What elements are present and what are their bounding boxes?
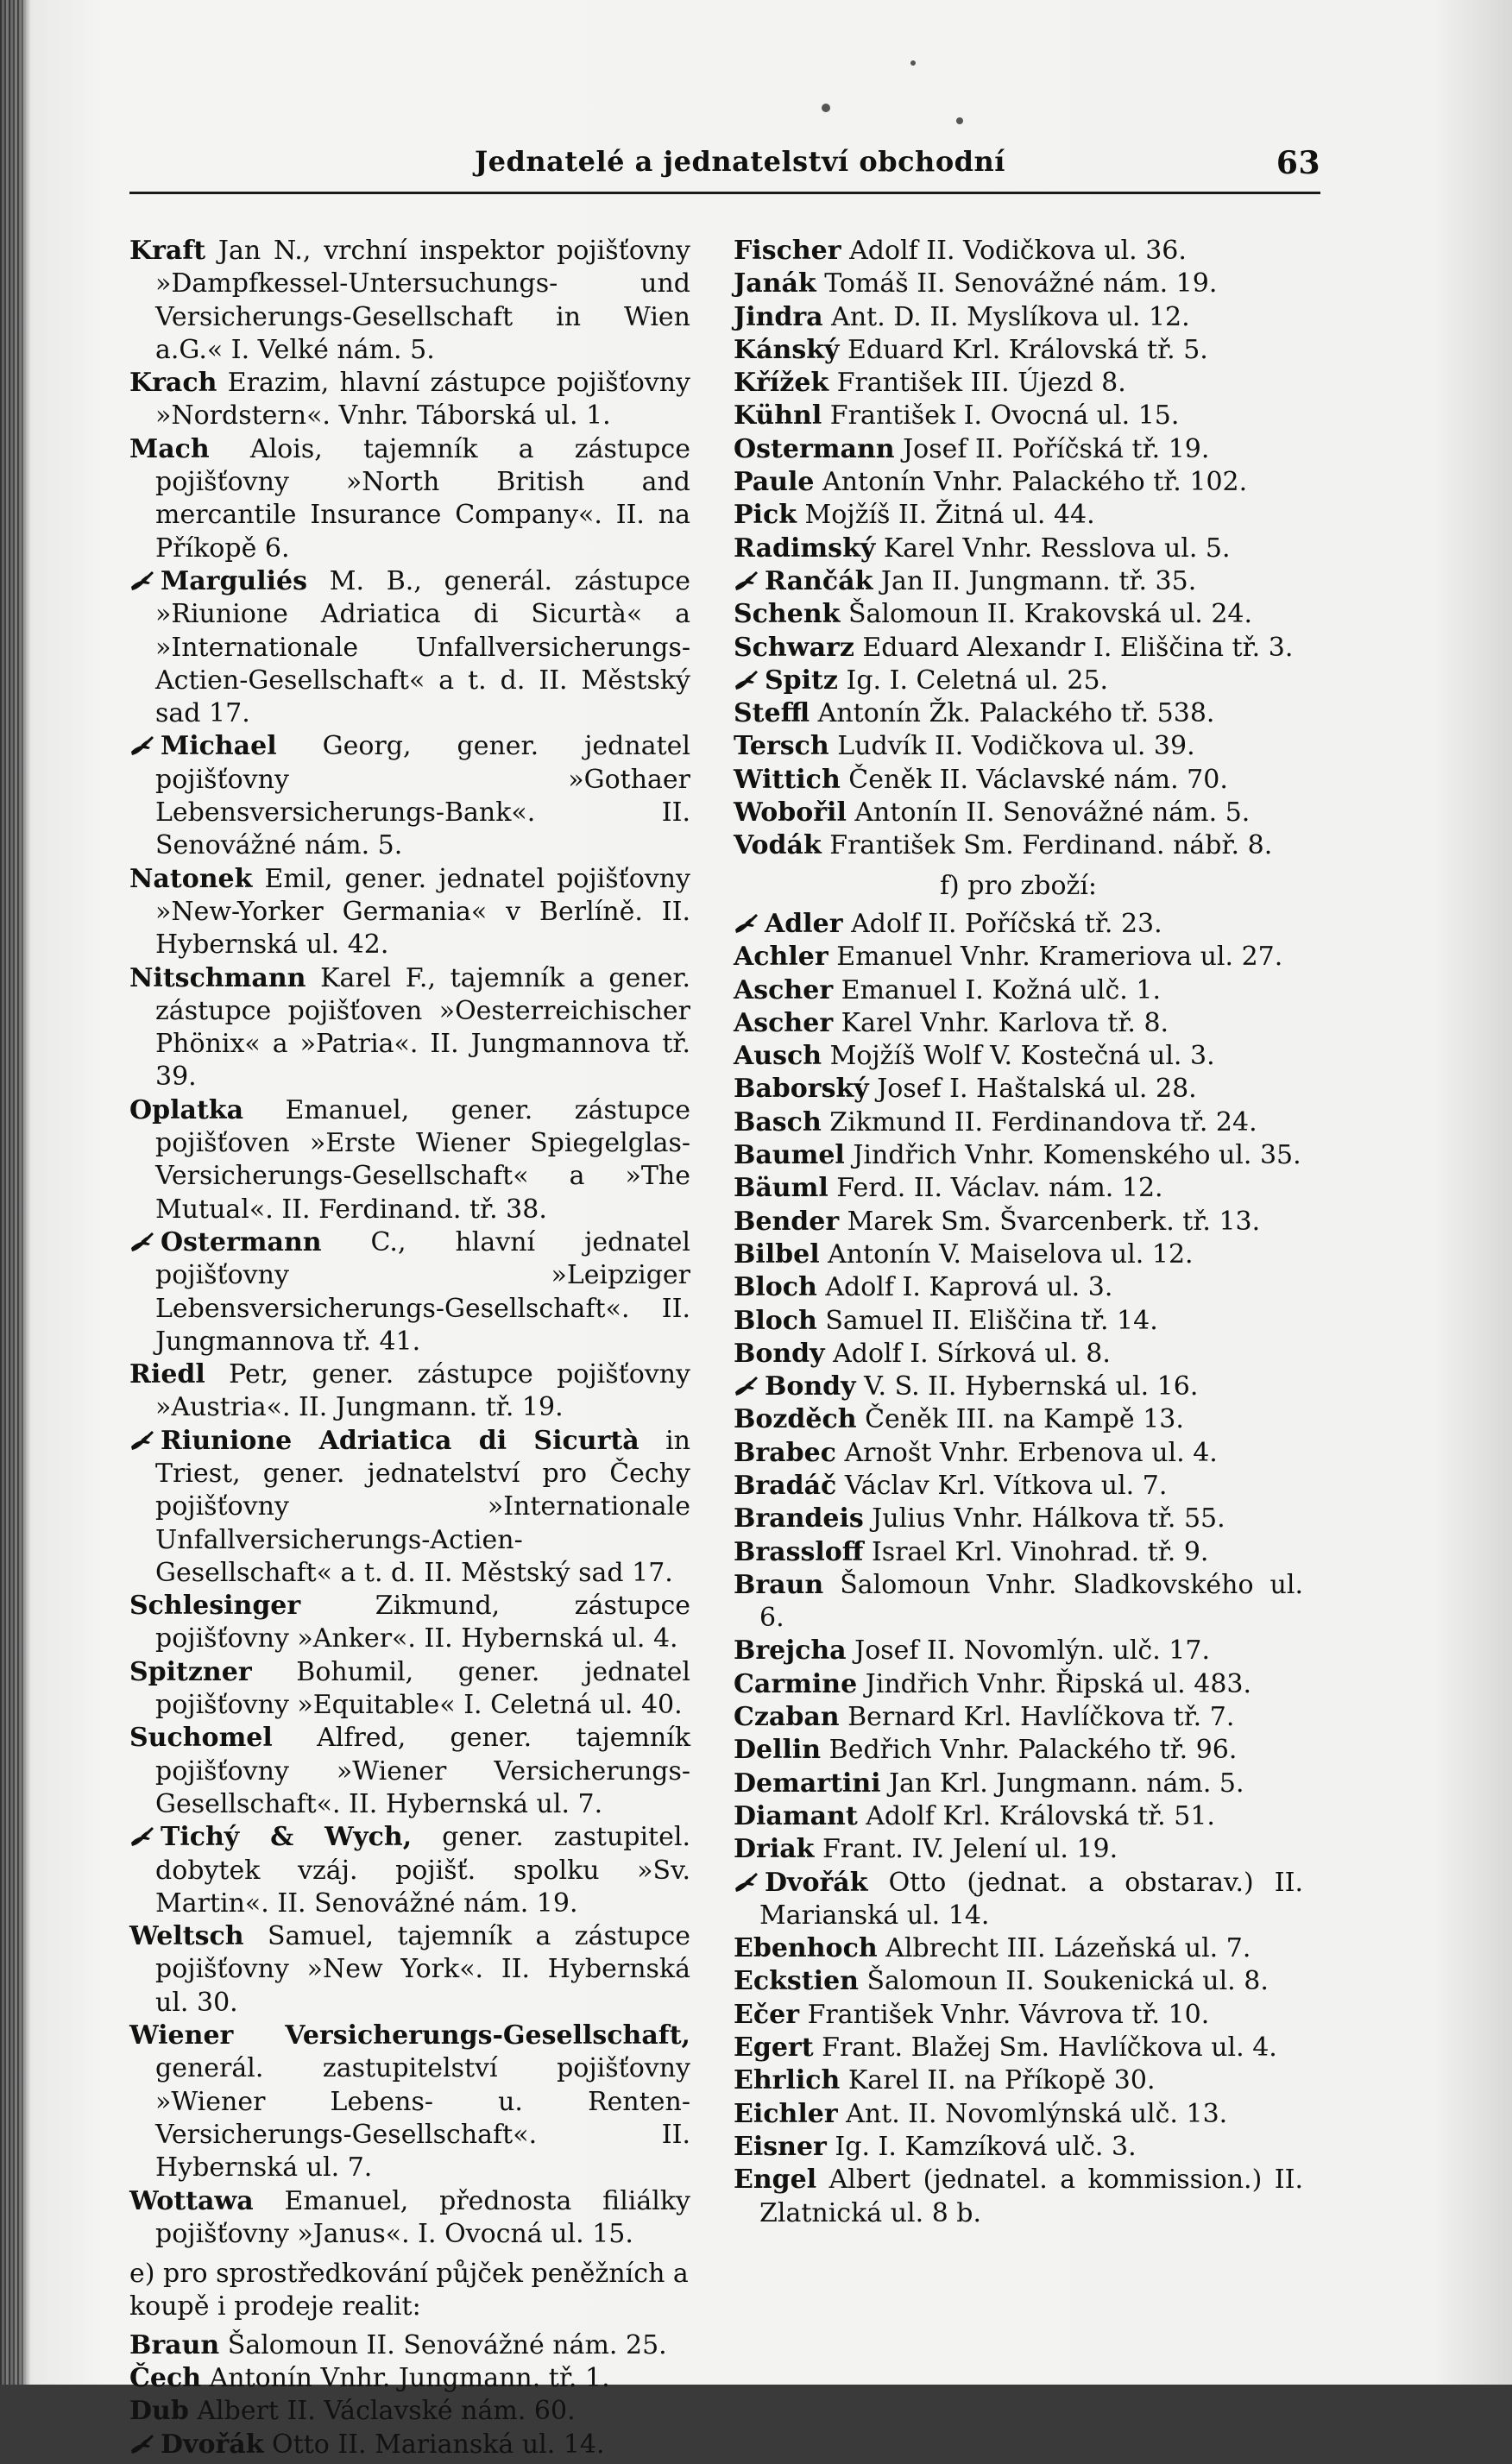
entry-details: Julius Vnhr. Hálkova tř. 55. <box>863 1503 1225 1534</box>
directory-entry <box>734 1536 1303 1569</box>
directory-entry <box>734 1833 1303 1866</box>
entry-name: Baborský <box>734 1074 869 1105</box>
entry-name: Křížek <box>734 368 829 399</box>
entry-details: Mojžíš Wolf V. Kostečná ul. 3. <box>822 1041 1215 1072</box>
entry-details: Ig. I. Kamzíková ulč. 3. <box>826 2131 1137 2162</box>
entry-details: gener. zastupitel. dobytek vzáj. pojišť. spolku »Sv. Martin«. II. Senovážné nám. 19. <box>155 1822 690 1919</box>
entry-details: Josef II. Novomlýn. ulč. 17. <box>846 1635 1211 1667</box>
entry-name: Basch <box>734 1106 822 1137</box>
pointing-hand-icon <box>129 2431 155 2455</box>
print-speck <box>956 117 963 124</box>
entry-name: Tersch <box>734 731 829 762</box>
entry-details: Emanuel I. Kožná ulč. 1. <box>833 974 1161 1005</box>
entry-name: Mach <box>129 433 210 464</box>
directory-entry <box>129 1358 690 1425</box>
entry-name: Eckstien <box>734 1966 859 1997</box>
entry-name: Bloch <box>734 1272 817 1303</box>
entry-name: Schenk <box>734 599 841 630</box>
right-column <box>734 235 1303 2230</box>
entry-details: Emil, gener. jednatel pojišťovny »New-Yorker Germania« v Berlíně. II. Hybernská ul. 42. <box>155 863 690 961</box>
section-heading: e) pro sprostředkování půjček peněžních a koupě i prodeje realit: <box>129 2259 689 2322</box>
directory-entry <box>129 433 690 565</box>
entry-details: Georg, gener. jednatel pojišťovny »Gothaer Lebensversicherungs-Bank«. II. Senovážné nám. 5. <box>155 731 690 861</box>
entry-details: generál. zastupitelství pojišťovny »Wiener Lebens- u. Renten-Versicherungs-Gesellschaft«. II. Hybernská ul. 7. <box>155 2053 690 2184</box>
directory-entry <box>734 1403 1303 1436</box>
entry-name: Egert <box>734 2032 814 2064</box>
header-rule <box>129 192 1320 194</box>
entry-details: Čeněk III. na Kampě 13. <box>856 1404 1184 1435</box>
entry-name: Wiener Versicherungs-Gesellschaft, <box>129 2020 690 2051</box>
entry-name: Radimský <box>734 533 876 564</box>
entry-details: František Sm. Ferdinand. nábř. 8. <box>821 830 1273 861</box>
entry-details: Antonín Vnhr. Palackého tř. 102. <box>814 467 1248 498</box>
entry-name: Rančák <box>765 565 873 596</box>
entry-details: Frant. Blažej Sm. Havlíčkova ul. 4. <box>813 2032 1277 2064</box>
entry-details: Bohumil, gener. jednatel pojišťovny »Equitable« I. Celetná ul. 40. <box>155 1656 690 1721</box>
directory-entry <box>734 1371 1303 1403</box>
pointing-hand-icon <box>734 1373 759 1397</box>
directory-entry <box>734 1999 1303 2032</box>
entry-name: Pick <box>734 500 797 531</box>
entry-details: Israel Krl. Vinohrad. tř. 9. <box>863 1536 1209 1567</box>
entry-name: Suchomel <box>129 1723 273 1754</box>
directory-entry <box>734 1701 1303 1734</box>
entry-details: Antonín V. Maiselova ul. 12. <box>819 1238 1194 1270</box>
entry-name: Brejcha <box>734 1635 847 1667</box>
entry-name: Janák <box>734 268 816 299</box>
directory-entry <box>734 974 1303 1007</box>
directory-entry <box>734 1238 1303 1271</box>
directory-entry <box>734 565 1303 598</box>
entry-name: Bloch <box>734 1305 817 1336</box>
directory-entry <box>734 1932 1303 1965</box>
entry-details: Adolf I. Kaprová ul. 3. <box>816 1272 1113 1303</box>
entry-name: Spitz <box>765 665 838 696</box>
entry-name: Michael <box>161 731 277 762</box>
entry-name: Kühnl <box>734 400 822 432</box>
directory-entry <box>129 1656 690 1723</box>
entry-name: Wottawa <box>129 2185 254 2216</box>
entry-name: Brandeis <box>734 1503 864 1534</box>
directory-entry <box>734 1139 1303 1172</box>
entry-details: Václav Krl. Vítkova ul. 7. <box>836 1470 1168 1501</box>
directory-entry <box>129 367 690 433</box>
entry-name: Demartini <box>734 1768 881 1799</box>
pointing-hand-icon <box>734 667 759 691</box>
entry-name: Tichý & Wych, <box>161 1822 413 1853</box>
directory-entry <box>734 1800 1303 1833</box>
directory-entry <box>129 1226 690 1358</box>
entry-name: Ečer <box>734 1999 800 2030</box>
directory-entry <box>129 2395 690 2428</box>
entry-name: Wobořil <box>734 797 847 829</box>
directory-entry <box>129 2362 690 2395</box>
directory-entry <box>734 908 1303 941</box>
entry-details: Bedřich Vnhr. Palackého tř. 96. <box>821 1735 1238 1766</box>
entry-details: Jindřich Vnhr. Řipská ul. 483. <box>857 1668 1252 1699</box>
entry-details: Čeněk II. Václavské nám. 70. <box>840 764 1228 795</box>
directory-entry <box>129 1425 690 1590</box>
entry-name: Bäuml <box>734 1173 828 1204</box>
directory-entry <box>129 235 690 367</box>
entry-details: Jan Krl. Jungmann. nám. 5. <box>880 1768 1244 1799</box>
entry-details: Adolf I. Sírková ul. 8. <box>824 1338 1111 1369</box>
entry-name: Adler <box>765 908 843 939</box>
entry-name: Ostermann <box>161 1226 322 1257</box>
entry-name: Jindra <box>734 301 823 332</box>
entry-details: Eduard Alexandr I. Eliščina tř. 3. <box>854 632 1294 663</box>
entry-details: František I. Ovocná ul. 15. <box>822 400 1180 432</box>
directory-entry <box>734 632 1303 665</box>
entry-details: Marek Sm. Švarcenberk. tř. 13. <box>839 1206 1261 1237</box>
entry-name: Carmine <box>734 1668 858 1699</box>
directory-entry <box>129 2329 690 2362</box>
directory-entry <box>734 2098 1303 2131</box>
directory-entry <box>734 797 1303 829</box>
pointing-hand-icon <box>129 1229 155 1253</box>
entry-details: Ant. II. Novomlýnská ulč. 13. <box>837 2098 1228 2129</box>
directory-entry <box>734 1734 1303 1767</box>
entry-details: Ludvík II. Vodičkova ul. 39. <box>828 731 1195 762</box>
entry-details: Karel II. na Příkopě 30. <box>840 2065 1156 2096</box>
entry-name: Marguliés <box>161 565 308 596</box>
entry-details: Adolf Krl. Královská tř. 51. <box>857 1800 1215 1831</box>
entry-details: Šalomoun II. Senovážné nám. 25. <box>219 2329 667 2360</box>
entry-name: Eichler <box>734 2098 838 2129</box>
entry-details: Karel F., tajemník a gener. zástupce pojišťoven »Oesterreichischer Phönix« a »Patria«. II. Jungmannova tř. 39. <box>155 962 690 1093</box>
entry-name: Bradáč <box>734 1470 837 1501</box>
entry-details: Samuel II. Eliščina tř. 14. <box>816 1305 1158 1336</box>
directory-entry <box>734 1503 1303 1535</box>
entry-name: Kánský <box>734 334 840 365</box>
entry-details: Zikmund, zástupce pojišťovny »Anker«. II. Hybernská ul. 4. <box>155 1591 690 1654</box>
directory-entry <box>734 1271 1303 1304</box>
entry-details: František III. Újezd 8. <box>828 368 1126 399</box>
entry-name: Bilbel <box>734 1238 820 1270</box>
entry-details: Frant. IV. Jelení ul. 19. <box>814 1834 1118 1865</box>
directory-entry <box>129 962 690 1094</box>
running-title: Jednatelé a jednatelství obchodní <box>475 145 1005 178</box>
directory-entry <box>734 301 1303 334</box>
directory-entry <box>734 1172 1303 1205</box>
entry-details: Otto II. Marianská ul. 14. <box>263 2429 605 2460</box>
entry-details: Ig. I. Celetná ul. 25. <box>837 665 1109 696</box>
pointing-hand-icon <box>734 568 759 592</box>
pointing-hand-icon <box>129 1427 155 1452</box>
entry-name: Brabec <box>734 1437 836 1468</box>
directory-entry <box>734 367 1303 400</box>
pointing-hand-icon <box>734 911 759 935</box>
directory-entry <box>129 2020 690 2184</box>
entry-name: Weltsch <box>129 1921 244 1952</box>
entry-name: Ausch <box>734 1041 822 1072</box>
entry-details: C., hlavní jednatel pojišťovny »Leipziger Lebensversicherungs-Gesellschaft«. II. Jungmannova tř. 41. <box>155 1226 690 1357</box>
entry-details: Eduard Krl. Královská tř. 5. <box>839 334 1208 365</box>
entry-details: Erazim, hlavní zástupce pojišťovny »Nordstern«. Vnhr. Táborská ul. 1. <box>155 368 690 432</box>
entry-name: Natonek <box>129 863 253 894</box>
directory-entry <box>734 2164 1303 2230</box>
entry-name: Dvořák <box>161 2429 264 2460</box>
entry-name: Riedl <box>129 1359 205 1390</box>
entry-name: Brassloff <box>734 1536 864 1567</box>
entry-name: Dub <box>129 2396 189 2427</box>
entry-name: Czaban <box>734 1702 840 1733</box>
directory-entry <box>734 697 1303 730</box>
entry-details: Ant. D. II. Myslíkova ul. 12. <box>822 301 1190 332</box>
entry-details: M. B., generál. zástupce »Riunione Adriatica di Sicurtà« a »Internationale Unfallversicherungs-Actien-Gesellschaft« a t. d. II. Městský sad 17. <box>155 565 690 729</box>
directory-entry <box>734 1437 1303 1470</box>
entry-name: Vodák <box>734 830 822 861</box>
directory-entry <box>734 1867 1303 1933</box>
entry-details: Šalomoun II. Soukenická ul. 8. <box>858 1966 1269 1997</box>
directory-entry <box>734 1569 1303 1635</box>
entry-details: in Triest, gener. jednatelství pro Čechy pojišťovny »Internationale Unfallversicherungs-Actien-Gesellschaft« a t. d. II. Městský sad 17. <box>155 1425 690 1588</box>
entry-name: Bondy <box>765 1371 856 1402</box>
entry-details: Josef II. Poříčská tř. 19. <box>894 433 1210 464</box>
directory-entry <box>734 1668 1303 1701</box>
entry-details: Arnošt Vnhr. Erbenova ul. 4. <box>835 1437 1218 1468</box>
entry-name: Ostermann <box>734 433 895 464</box>
entry-name: Čech <box>129 2363 202 2393</box>
entry-details: Jan II. Jungmann. tř. 35. <box>873 565 1197 596</box>
directory-entry <box>734 730 1303 763</box>
entry-name: Steffl <box>734 698 810 729</box>
entry-details: Mojžíš II. Žitná ul. 44. <box>797 500 1095 531</box>
directory-entry <box>734 499 1303 532</box>
entry-details: Zikmund II. Ferdinandova tř. 24. <box>821 1106 1257 1137</box>
directory-entry <box>734 334 1303 367</box>
entry-name: Diamant <box>734 1800 858 1831</box>
page-number: 63 <box>1276 145 1320 181</box>
entry-name: Dvořák <box>765 1867 868 1898</box>
pointing-hand-icon <box>129 1824 155 1848</box>
directory-entry <box>734 1635 1303 1667</box>
directory-entry <box>734 764 1303 797</box>
directory-entry <box>734 2032 1303 2064</box>
directory-entry <box>734 1073 1303 1106</box>
entry-name: Oplatka <box>129 1094 244 1125</box>
print-speck <box>910 60 916 66</box>
entry-details: Petr, gener. zástupce pojišťovny »Austria«. II. Jungmann. tř. 19. <box>155 1359 690 1423</box>
directory-entry <box>129 1920 690 2020</box>
pointing-hand-icon <box>129 568 155 592</box>
directory-entry <box>734 268 1303 300</box>
entry-name: Bender <box>734 1206 840 1237</box>
entry-details: Samuel, tajemník a zástupce pojišťovny »New York«. II. Hybernská ul. 30. <box>155 1921 690 2018</box>
entry-details: Antonín Žk. Palackého tř. 538. <box>810 698 1215 729</box>
page-header <box>129 138 1320 190</box>
entry-name: Eisner <box>734 2131 827 2162</box>
entry-details: Albrecht III. Lázeňská ul. 7. <box>877 1933 1251 1964</box>
directory-entry <box>734 400 1303 432</box>
pointing-hand-icon <box>734 1869 759 1894</box>
entry-details: Bernard Krl. Havlíčkova tř. 7. <box>839 1702 1235 1733</box>
entry-details: V. S. II. Hybernská ul. 16. <box>855 1371 1199 1402</box>
entry-name: Wittich <box>734 764 841 795</box>
directory-entry <box>734 533 1303 565</box>
directory-entry <box>734 466 1303 499</box>
print-speck <box>822 104 830 112</box>
entry-details: Šalomoun Vnhr. Sladkovského ul. 6. <box>759 1569 1303 1634</box>
entry-name: Achler <box>734 942 828 973</box>
directory-entry <box>734 1040 1303 1073</box>
entry-details: Emanuel, gener. zástupce pojišťoven »Erste Wiener Spiegelglas-Versicherungs-Gesellschaft« a »The Mutual«. II. Ferdinand. tř. 38. <box>155 1094 690 1225</box>
entry-name: Krach <box>129 368 217 399</box>
entry-details: Otto (jednat. a obstarav.) II. Marianská ul. 14. <box>759 1867 1303 1931</box>
directory-entry <box>734 1965 1303 1998</box>
directory-entry <box>734 235 1303 268</box>
directory-entry <box>734 2131 1303 2164</box>
entry-details: Jindřich Vnhr. Komenského ul. 35. <box>844 1140 1301 1171</box>
entry-name: Spitzner <box>129 1656 252 1687</box>
entry-details: Alois, tajemník a zástupce pojišťovny »North British and mercantile Insurance Company«. II. na Příkopě 6. <box>155 433 690 564</box>
entry-name: Braun <box>734 1569 824 1600</box>
left-column <box>129 235 690 2461</box>
entry-name: Baumel <box>734 1140 845 1171</box>
directory-entry <box>734 1470 1303 1503</box>
entry-details: Antonín Vnhr. Jungmann. tř. 1. <box>201 2363 610 2393</box>
entry-details: Ferd. II. Václav. nám. 12. <box>828 1173 1163 1204</box>
entry-name: Kraft <box>129 236 206 266</box>
pointing-hand-icon <box>129 733 155 757</box>
entry-name: Ascher <box>734 1007 834 1038</box>
entry-details: Jan N., vrchní inspektor pojišťovny »Dampfkessel-Untersuchungs- und Versicherungs-Gesellschaft in Wien a.G.« I. Velké nám. 5. <box>155 236 690 365</box>
directory-entry <box>734 665 1303 697</box>
directory-entry <box>129 565 690 730</box>
entry-details: Emanuel Vnhr. Krameriova ul. 27. <box>828 942 1283 973</box>
section-heading: f) pro zboží: <box>939 870 1098 901</box>
directory-entry <box>129 1094 690 1226</box>
directory-entry <box>129 730 690 862</box>
entry-details: Antonín II. Senovážné nám. 5. <box>846 797 1251 829</box>
directory-entry <box>734 1106 1303 1139</box>
entry-name: Ascher <box>734 974 834 1005</box>
entry-name: Bozděch <box>734 1404 857 1435</box>
entry-details: Josef I. Haštalská ul. 28. <box>868 1074 1197 1105</box>
page-edge <box>0 0 26 2385</box>
entry-details: František Vnhr. Vávrova tř. 10. <box>799 1999 1210 2030</box>
directory-entry <box>129 1590 690 1656</box>
directory-entry <box>734 1338 1303 1371</box>
entry-details: Šalomoun II. Krakovská ul. 24. <box>840 599 1253 630</box>
entry-details: Emanuel, přednosta filiálky pojišťovny »Janus«. I. Ovocná ul. 15. <box>155 2185 690 2249</box>
entry-name: Driak <box>734 1834 815 1865</box>
entry-details: Adolf II. Vodičkova ul. 36. <box>841 236 1187 266</box>
entry-name: Schwarz <box>734 632 854 663</box>
directory-entry <box>734 1206 1303 1238</box>
directory-entry <box>129 863 690 962</box>
directory-entry <box>734 941 1303 974</box>
entry-name: Fischer <box>734 236 841 266</box>
entry-name: Schlesinger <box>129 1591 301 1622</box>
entry-name: Ebenhoch <box>734 1933 878 1964</box>
entry-details: Adolf II. Poříčská tř. 23. <box>842 908 1162 939</box>
entry-name: Braun <box>129 2329 220 2360</box>
entry-name: Riunione Adriatica di Sicurtà <box>161 1425 639 1456</box>
directory-entry <box>734 598 1303 631</box>
directory-entry <box>734 829 1303 862</box>
directory-entry <box>129 1821 690 1920</box>
entry-name: Nitschmann <box>129 962 306 993</box>
directory-entry <box>129 1722 690 1821</box>
entry-name: Bondy <box>734 1338 825 1369</box>
entry-details: Karel Vnhr. Resslova ul. 5. <box>875 533 1231 564</box>
directory-entry <box>734 433 1303 466</box>
directory-entry <box>734 1768 1303 1800</box>
entry-name: Paule <box>734 467 815 498</box>
entry-details: Albert II. Václavské nám. 60. <box>188 2396 576 2427</box>
entry-details: Tomáš II. Senovážné nám. 19. <box>816 268 1218 299</box>
directory-entry <box>734 1007 1303 1040</box>
directory-entry <box>129 2185 690 2252</box>
entry-details: Albert (jednatel. a kommission.) II. Zlatnická ul. 8 b. <box>759 2165 1303 2228</box>
entry-details: Alfred, gener. tajemník pojišťovny »Wiener Versicherungs-Gesellschaft«. II. Hybernská ul. 7. <box>155 1723 690 1819</box>
entry-name: Engel <box>734 2165 817 2196</box>
directory-entry <box>734 2064 1303 2097</box>
entry-name: Dellin <box>734 1735 822 1766</box>
entry-name: Ehrlich <box>734 2065 841 2096</box>
entry-details: Karel Vnhr. Karlova tř. 8. <box>833 1007 1169 1038</box>
directory-entry <box>734 1305 1303 1338</box>
directory-entry <box>129 2429 690 2461</box>
